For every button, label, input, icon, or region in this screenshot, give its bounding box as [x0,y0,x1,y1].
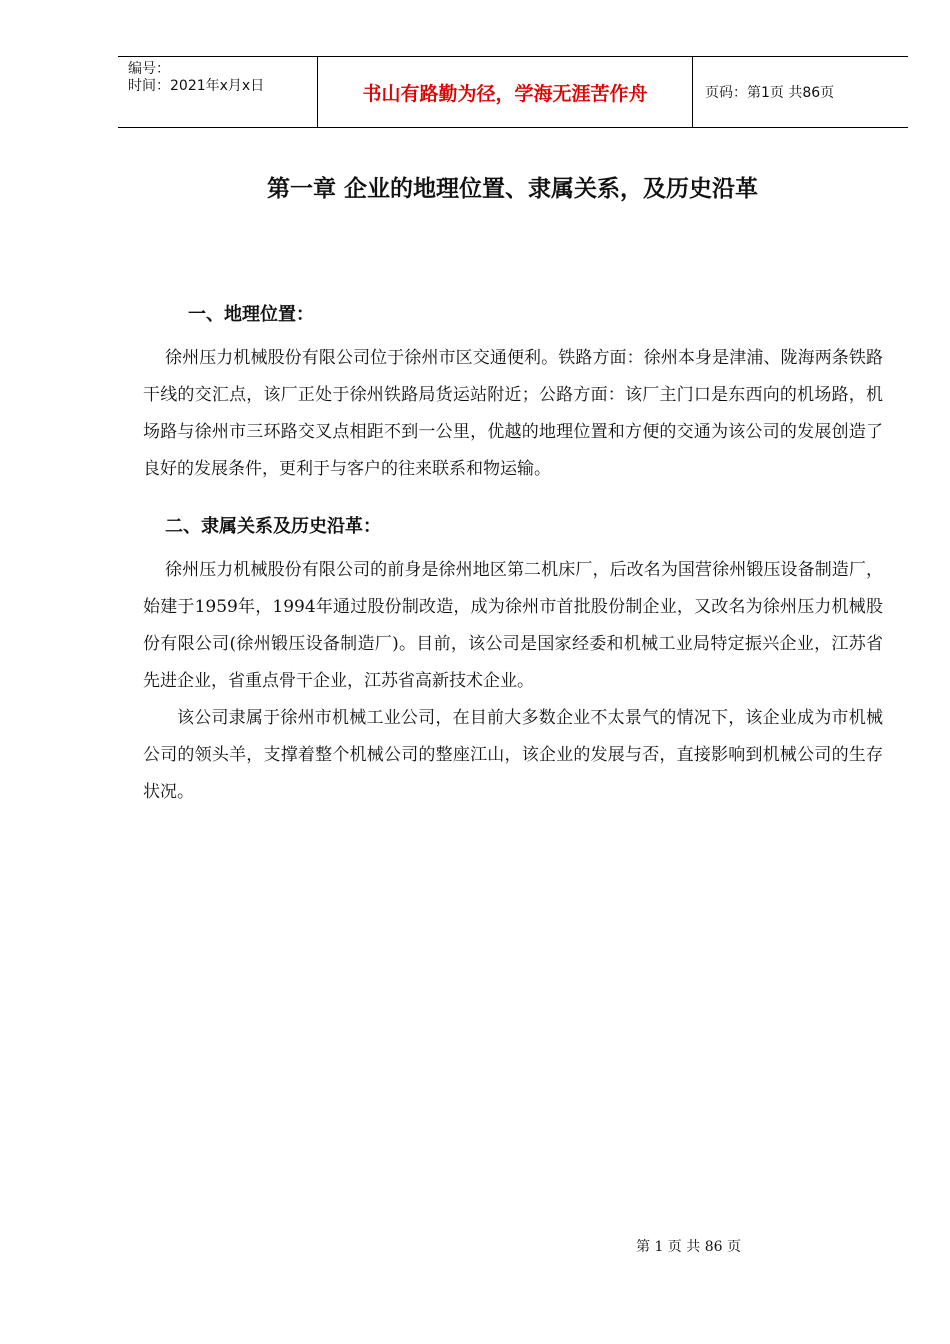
paragraph-history-2: 该公司隶属于徐州市机械工业公司，在目前大多数企业不太景气的情况下，该企业成为市机械公司的领头羊，支撑着整个机械公司的整座江山，该企业的发展与否，直接影响到机械公司的生存状况。 [143,708,883,802]
page-header [118,56,908,128]
page-footer: 第 1 页 共 86 页 [636,1239,741,1255]
code-label: 编号： [128,61,170,77]
section-heading-location: 一、地理位置： [188,304,314,325]
header-page-info: 页码：第1页 共86页 [705,85,835,101]
chapter-title: 第一章 企业的地理位置、隶属关系，及历史沿革 [266,176,758,202]
paragraph-location: 徐州压力机械股份有限公司位于徐州市区交通便利。铁路方面：徐州本身是津浦、陇海两条铁路干线的交汇点，该厂正处于徐州铁路局货运站附近；公路方面：该厂主门口是东西向的机场路，机场路与徐州市三环路交叉点相距不到一公里，优越的地理位置和方便的交通为该公司的发展创造了良好的发展条件，更利于与客户的往来联系和物运输。 [143,348,883,479]
section-heading-history: 二、隶属关系及历史沿革： [165,516,381,537]
time-label: 时间：2021年x月x日 [128,78,265,94]
paragraph-history-1: 徐州压力机械股份有限公司的前身是徐州地区第二机床厂，后改名为国营徐州锻压设备制造厂，始建于1959年，1994年通过股份制改造，成为徐州市首批股份制企业，又改名为徐州压力机械股份有限公司(徐州锻压设备制造厂)。目前，该公司是国家经委和机械工业局特定振兴企业，江苏省先进企业，省重点骨干企业，江苏省高新技术企业。 [143,560,883,691]
header-motto: 书山有路勤为径，学海无涯苦作舟 [318,57,693,127]
header-meta [118,57,318,127]
